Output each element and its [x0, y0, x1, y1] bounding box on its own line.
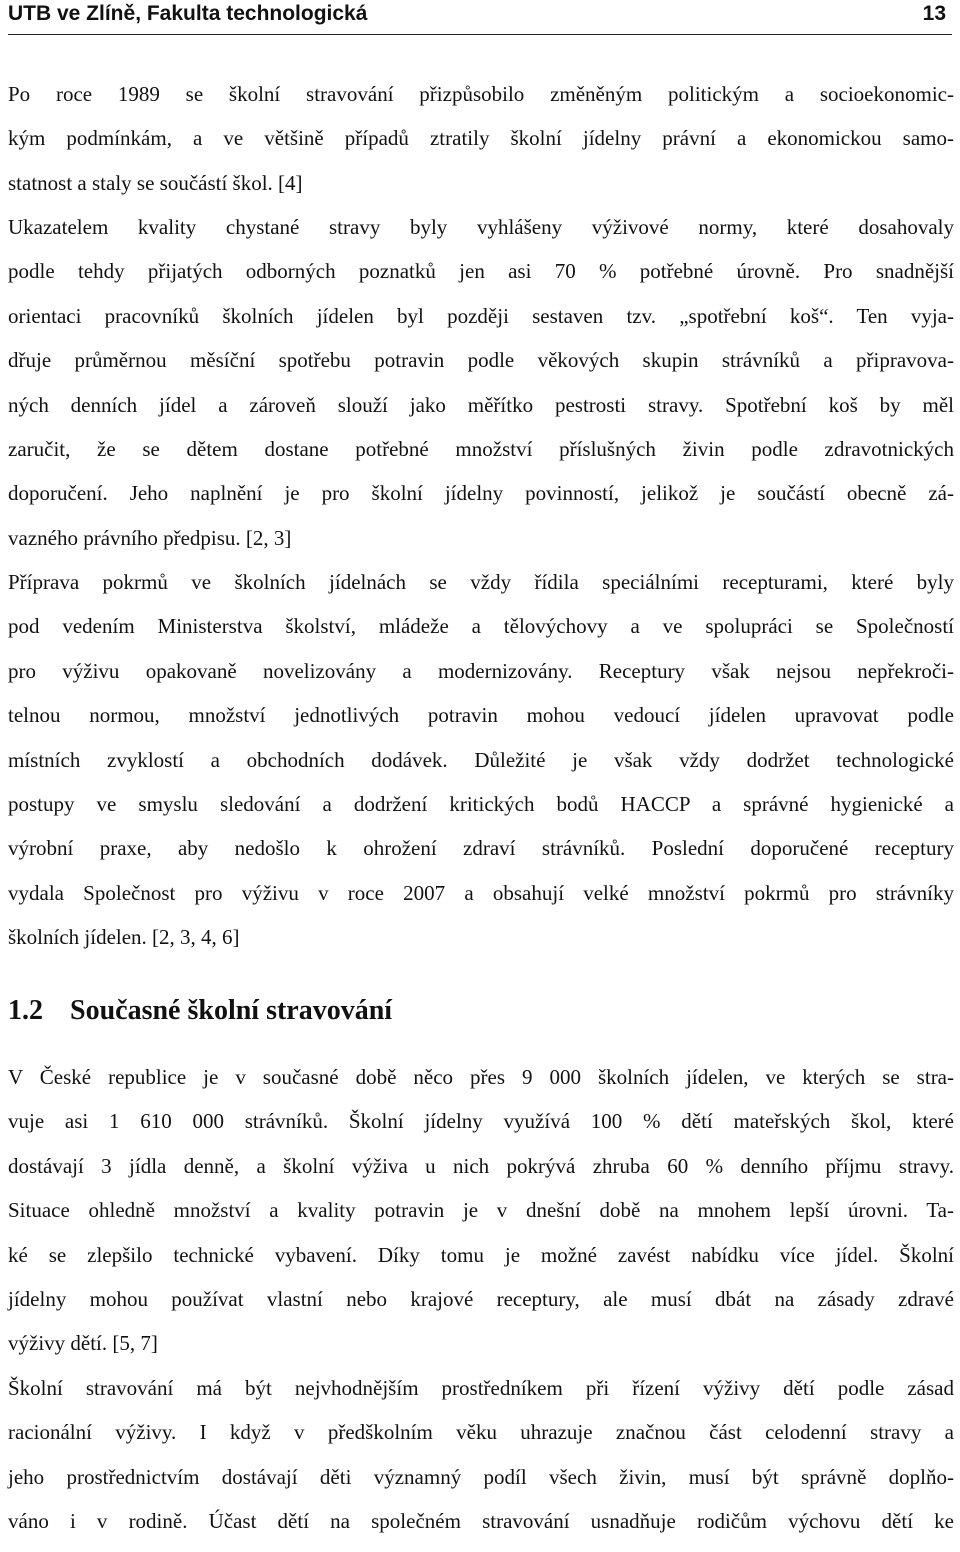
- text-line: vazného právního předpisu. [2, 3]: [8, 525, 292, 550]
- text-line: dřuje průměrnou měsíční spotřebu potravin podle věkových skupin strávníků a připravova-: [8, 348, 954, 373]
- text-line: váno i v rodině. Účast dětí na společném stravování usnadňuje rodičům výchovu dětí ke: [8, 1509, 954, 1534]
- text-line: jeho prostřednictvím dostávají děti významný podíl všech živin, musí být správně doplňo-: [8, 1464, 954, 1489]
- header-title: UTB ve Zlíně, Fakulta technologická: [8, 2, 368, 25]
- text-line: doporučení. Jeho naplnění je pro školní jídelny povinností, jelikož je součástí obecně zá-: [8, 481, 954, 506]
- page-number: 13: [922, 2, 946, 25]
- text-line: orientaci pracovníků školních jídelen byl později sestaven tzv. „spotřební koš“. Ten vyja-: [8, 303, 954, 328]
- section-number: 1.2: [8, 995, 43, 1026]
- section-title: Současné školní stravování: [70, 995, 393, 1026]
- text-line: zaručit, že se dětem dostane potřebné množství příslušných živin podle zdravotnických: [8, 436, 954, 461]
- text-line: kým podmínkám, a ve většině případů ztratily školní jídelny právní a ekonomickou samo-: [8, 126, 954, 151]
- text-line: pod vedením Ministerstva školství, mládeže a tělovýchovy a ve spolupráci se Společností: [8, 614, 954, 639]
- section-heading: [8, 995, 392, 1027]
- text-line: jídelny mohou používat vlastní nebo krajové receptury, ale musí dbát na zásady zdravé: [8, 1286, 954, 1311]
- text-line: školních jídelen. [2, 3, 4, 6]: [8, 925, 240, 950]
- paragraph-5: [8, 1374, 954, 1552]
- paragraph-3: [8, 568, 954, 968]
- text-line: postupy ve smyslu sledování a dodržení kritických bodů HACCP a správné hygienické a: [8, 791, 954, 816]
- paragraph-2: [8, 213, 954, 568]
- text-line: ké se zlepšilo technické vybavení. Díky tomu je možné zavést nabídku více jídel. Školní: [8, 1242, 954, 1267]
- text-line: dostávají 3 jídla denně, a školní výživa u nich pokrývá zhruba 60 % denního příjmu stravy.: [8, 1153, 954, 1178]
- text-line: Situace ohledně množství a kvality potravin je v dnešní době na mnohem lepší úrovni. Ta-: [8, 1198, 954, 1223]
- text-line: statnost a staly se součástí škol. [4]: [8, 170, 303, 195]
- text-line: Ukazatelem kvality chystané stravy byly vyhlášeny výživové normy, které dosahovaly: [8, 215, 954, 239]
- text-line: Školní stravování má být nejvhodnějším prostředníkem při řízení výživy dětí podle zásad: [8, 1376, 954, 1400]
- text-line: ných denních jídel a zároveň slouží jako měřítko pestrosti stravy. Spotřební koš by měl: [8, 392, 954, 417]
- paragraph-1: [8, 80, 954, 213]
- text-line: výživy dětí. [5, 7]: [8, 1331, 158, 1356]
- text-line: podle tehdy přijatých odborných poznatků jen asi 70 % potřebné úrovně. Pro snadnější: [8, 259, 954, 284]
- text-line: Po roce 1989 se školní stravování přizpůsobilo změněným politickým a socioekonomic-: [8, 82, 954, 106]
- paragraph-4: [8, 1063, 954, 1374]
- page-header: [8, 0, 952, 35]
- text-line: vydala Společnost pro výživu v roce 2007 a obsahují velké množství pokrmů pro strávníky: [8, 880, 954, 905]
- text-line: vuje asi 1 610 000 strávníků. Školní jídelny využívá 100 % dětí mateřských škol, které: [8, 1109, 954, 1134]
- text-line: pro výživu opakovaně novelizovány a modernizovány. Receptury však nejsou nepřekroči-: [8, 658, 954, 683]
- text-line: racionální výživy. I když v předškolním věku uhrazuje značnou část celodenní stravy a: [8, 1420, 954, 1445]
- text-line: telnou normou, množství jednotlivých potravin mohou vedoucí jídelen upravovat podle: [8, 703, 954, 728]
- text-line: výrobní praxe, aby nedošlo k ohrožení zdraví strávníků. Poslední doporučené receptury: [8, 836, 954, 861]
- text-line: místních zvyklostí a obchodních dodávek. Důležité je však vždy dodržet technologické: [8, 747, 954, 772]
- text-line: V České republice je v současné době něco přes 9 000 školních jídelen, ve kterých se stra-: [8, 1065, 954, 1089]
- text-line: Příprava pokrmů ve školních jídelnách se vždy řídila speciálními recepturami, které byly: [8, 570, 954, 594]
